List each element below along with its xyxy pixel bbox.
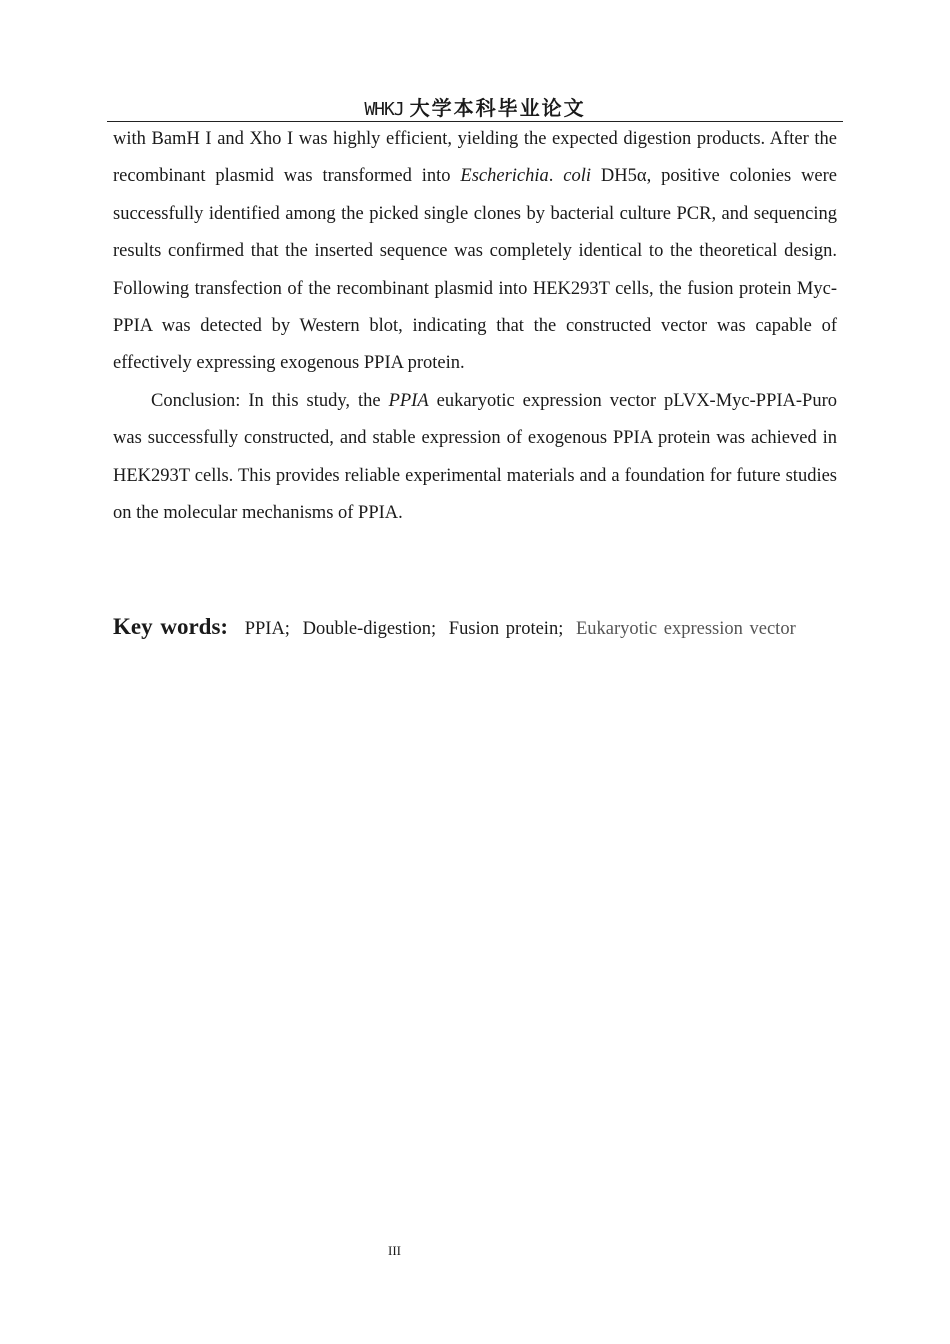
results-paragraph xyxy=(113,121,837,383)
keyword-item: PPIA; xyxy=(244,619,290,639)
conclusion-text-part2: eukaryotic expression vector pLVX-Myc-PPIA-Puro was successfully constructed, and stable expression of exogenous PPIA protein was achieved in HEK293T cells. This provides reliable experimental materials and a foundation for future studies on the molecular mechanisms of PPIA. xyxy=(113,390,837,524)
page-header xyxy=(107,96,843,122)
species-dot: . xyxy=(548,166,564,187)
keyword-item: Fusion protein; xyxy=(448,619,564,639)
species-genus: Escherichia xyxy=(460,166,549,187)
keywords-section xyxy=(113,603,837,653)
abstract-body xyxy=(113,121,837,532)
conclusion-text-part1: Conclusion: In this study, the xyxy=(151,390,389,411)
keyword-item: Eukaryotic expression vector xyxy=(575,619,796,639)
keywords-label: Key words: xyxy=(113,614,229,639)
header-title: 大学本科毕业论文 xyxy=(409,98,586,120)
gene-name: PPIA xyxy=(388,390,429,411)
results-text-part2: DH5α, positive colonies were successfully identified among the picked single clones by bacterial culture PCR, and sequencing results confirmed that the inserted sequence was completely identical to the theoretical design. Following transfection of the recombinant plasmid into HEK293T cells, the fusion protein Myc-PPIA was detected by Western blot, indicating that the constructed vector was capable of effectively expressing exogenous PPIA protein. xyxy=(113,166,838,374)
results-text-part1: with BamH I and Xho I was highly efficient, yielding the expected digestion products. After the recombinant plasmid was transformed into xyxy=(113,129,837,187)
page-number: III xyxy=(388,1243,401,1258)
species-name: coli xyxy=(563,166,592,187)
header-latin-text: WHKJ xyxy=(364,99,404,120)
conclusion-paragraph xyxy=(113,383,837,533)
keyword-item: Double-digestion; xyxy=(302,619,437,639)
